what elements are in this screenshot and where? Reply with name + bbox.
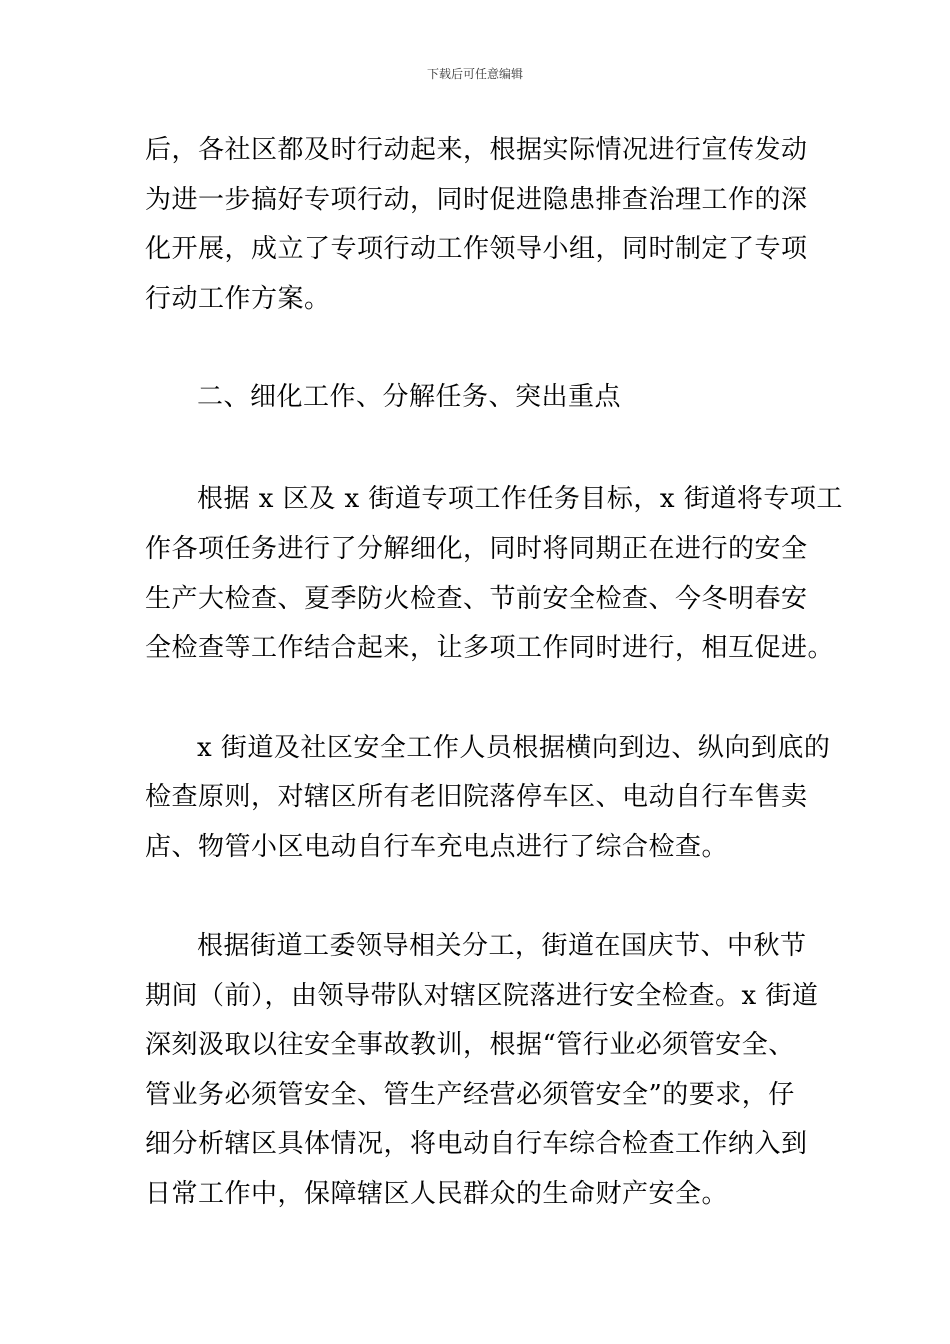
paragraph-3-line-4: 全检查等工作结合起来，让多项工作同时进行，相互促进。 bbox=[145, 633, 835, 663]
paragraph-1-line-1: 后，各社区都及时行动起来，根据实际情况进行宣传发动 bbox=[145, 135, 808, 165]
paragraph-3-line-3: 生产大检查、夏季防火检查、节前安全检查、今冬明春安 bbox=[145, 584, 808, 614]
paragraph-5-line-1: 根据街道工委领导相关分工，街道在国庆节、中秋节 bbox=[197, 931, 807, 961]
paragraph-3-line-2: 作各项任务进行了分解细化，同时将同期正在进行的安全 bbox=[145, 534, 808, 564]
paragraph-5-line-2: 期间（前），由领导带队对辖区院落进行安全检查。x 街道 bbox=[145, 981, 819, 1011]
paragraph-1-line-2: 为进一步搞好专项行动，同时促进隐患排查治理工作的深 bbox=[145, 185, 808, 215]
paragraph-5-line-3: 深刻汲取以往安全事故教训，根据“管行业必须管安全、 bbox=[145, 1030, 795, 1060]
paragraph-5-line-6: 日常工作中，保障辖区人民群众的生命财产安全。 bbox=[145, 1179, 729, 1209]
page-header: 下载后可任意编辑 bbox=[426, 67, 523, 81]
paragraph-1-line-4: 行动工作方案。 bbox=[145, 284, 331, 314]
paragraph-4-line-2: 检查原则，对辖区所有老旧院落停车区、电动自行车售卖 bbox=[145, 782, 808, 812]
paragraph-4-line-1: x 街道及社区安全工作人员根据横向到边、纵向到底的 bbox=[197, 733, 831, 763]
paragraph-3-line-1: 根据 x 区及 x 街道专项工作任务目标，x 街道将专项工 bbox=[197, 484, 843, 514]
section-heading: 二、细化工作、分解任务、突出重点 bbox=[197, 382, 622, 412]
paragraph-5-line-5: 细分析辖区具体情况，将电动自行车综合检查工作纳入到 bbox=[145, 1129, 808, 1159]
paragraph-4-line-3: 店、物管小区电动自行车充电点进行了综合检查。 bbox=[145, 832, 729, 862]
paragraph-1-line-3: 化开展，成立了专项行动工作领导小组，同时制定了专项 bbox=[145, 234, 808, 264]
paragraph-5-line-4: 管业务必须管安全、管生产经营必须管安全”的要求，仔 bbox=[145, 1080, 795, 1110]
